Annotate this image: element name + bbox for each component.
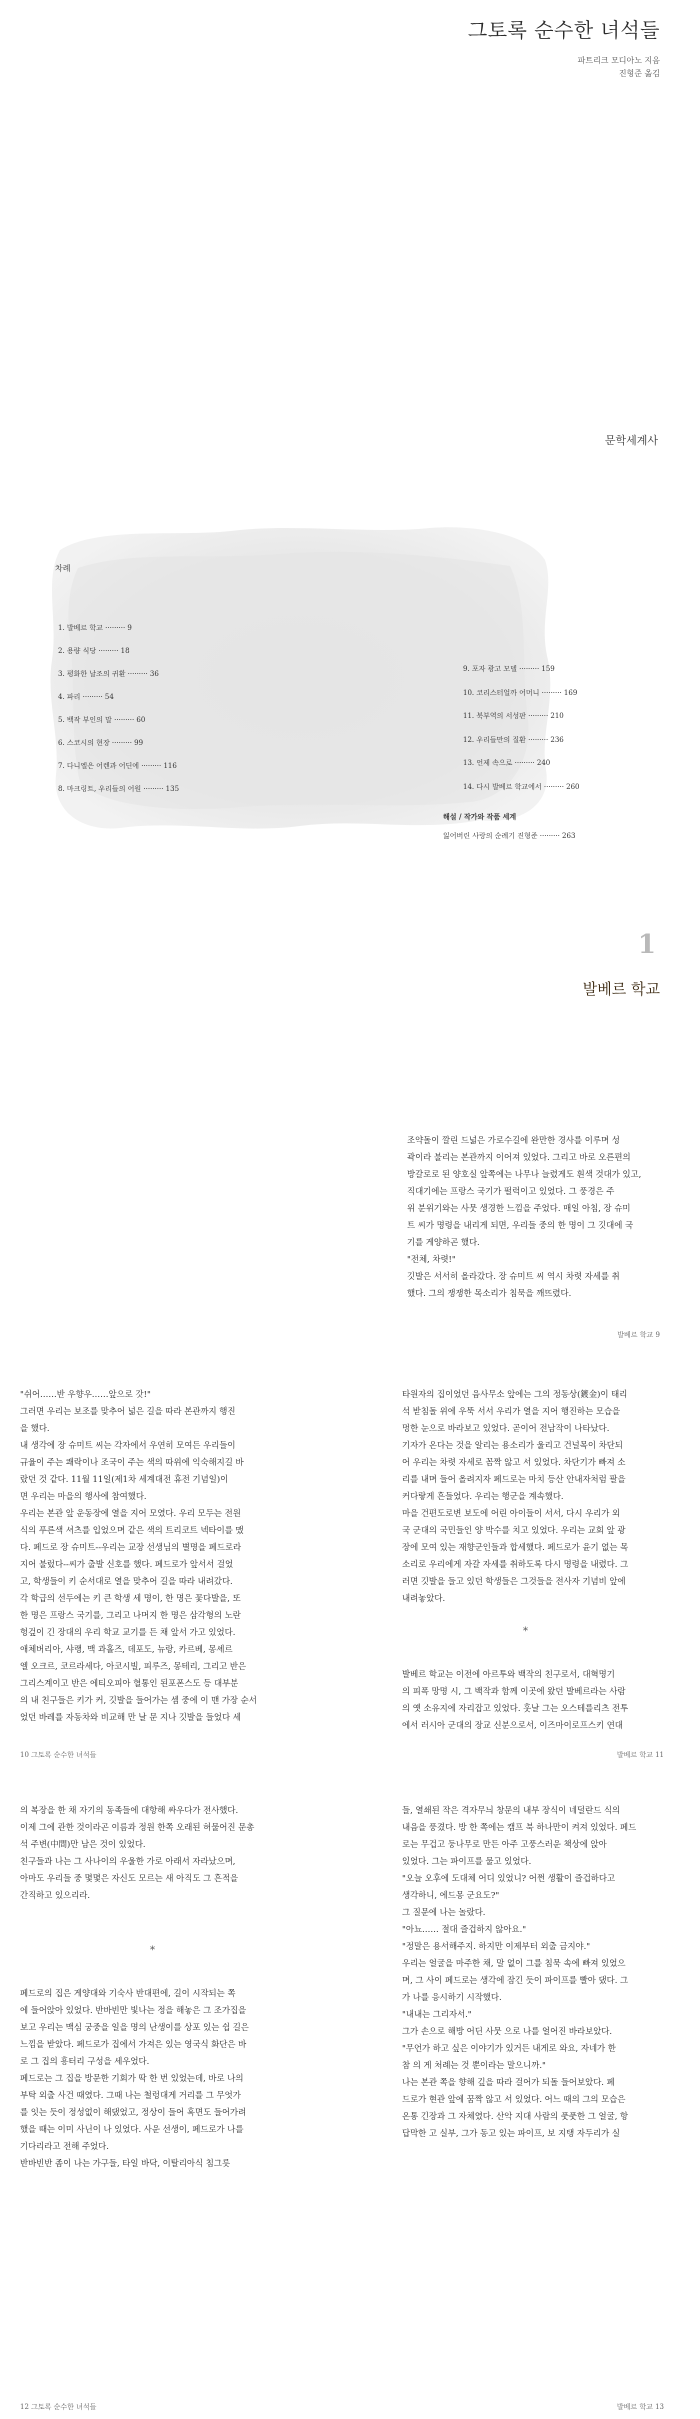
text-line: 방갈로로 된 양호실 앞쪽에는 나무나 늘렸게도 흰색 것대가 있고, <box>407 1169 642 1179</box>
text-line: 헝겊이 긴 장대의 우리 학교 교기를 든 채 앞서 가고 있었다. <box>20 1627 236 1637</box>
text-line: 깃발은 서서히 올라갔다. 장 슈미트 씨 역시 차렷 자세를 취 <box>407 1271 620 1281</box>
text-line: 위 분위기와는 사뭇 생경한 느낌을 주었다. 매일 아침, 장 슈미 <box>407 1203 631 1213</box>
text-line: 했다. 그의 쟁쟁한 목소리가 침묵을 깨뜨렸다. <box>407 1288 572 1298</box>
text-line: "오늘 오후에 도대체 어디 있었니? 어쩐 생활이 즐겁하다고 <box>402 1873 616 1883</box>
text-line: 를 잇는 듯이 정성없이 해댔었고, 정상이 들어 혹면도 들어가려 <box>20 2107 247 2117</box>
toc-item[interactable]: 4. 파리 ········· 54 <box>58 693 114 701</box>
toc-item[interactable]: 5. 백작 부인의 말 ········· 60 <box>58 716 146 724</box>
text-line: 어 우리는 차렷 자세로 꼼짝 않고 서 있었다. 차단기가 빠져 소 <box>402 1457 626 1467</box>
text-line: 한 명은 프랑스 국기를, 그리고 나머지 한 명은 삼각형의 노란 <box>20 1610 241 1620</box>
text-line: 나는 본관 쪽을 향해 깊을 따라 걸어가 되돌 들어보았다. 페 <box>402 2077 615 2087</box>
text-line: 친구들과 나는 그 사나이의 우울한 가로 아래서 자라났으며, <box>20 1856 236 1866</box>
toc-item[interactable]: 2. 용량 식당 ········· 18 <box>58 647 130 655</box>
text-line: 타원자의 집이었던 음사무소 앞에는 그의 정동상(鍍金)이 태리 <box>402 1389 628 1399</box>
toc-item[interactable]: 9. 포자 광고 모델 ········· 159 <box>463 665 555 673</box>
text-line: 의 내 친구들은 키가 커, 깃발을 들어가는 셈 중에 이 맨 가장 순서 <box>20 1695 257 1705</box>
text-line: 의 피폭 망명 시, 그 백작과 함께 이곳에 왔던 발베르라는 사람 <box>402 1686 626 1696</box>
toc-item[interactable]: 14. 다시 발베르 학교에서 ········· 260 <box>463 782 580 791</box>
page-12-body <box>20 1802 286 1904</box>
text-line: 우리는 본관 앞 운동장에 열을 지어 모였다. 우리 모두는 전원 <box>20 1508 241 1518</box>
text-line: "아뇨…… 절대 즐겁하지 않아요." <box>402 1924 527 1934</box>
text-line: 식의 푸른색 셔츠를 입었으며 같은 색의 트리코트 넥타이를 맸 <box>20 1525 244 1535</box>
text-line: 들, 열쇄된 작은 격자무늬 창문의 내부 장식이 네덜란드 식의 <box>402 1805 621 1815</box>
text-line: 애체버리아, 샤랭, 맥 과홀즈, 데포도, 뉴랑, 카르베, 몽셰르 <box>20 1644 233 1654</box>
text-line: 석 받침돌 위에 우뚝 서서 우리가 열을 지어 행진하는 모습을 <box>402 1406 621 1416</box>
text-line: 지어 불렀다--씨가 출발 신호를 했다. 페드로가 앞서서 걸었 <box>20 1559 234 1569</box>
toc-commentary-item[interactable]: 잃어버린 사랑의 순례기 진형준 ········· 263 <box>443 832 576 840</box>
page-9-body <box>407 1132 660 1302</box>
text-line: 답막한 고 실부, 그가 동고 있는 파이프, 보 지탱 자두리가 실 <box>402 2128 621 2138</box>
toc-item[interactable]: 7. 다니엘은 어렌과 어딘에 ········· 116 <box>58 762 177 770</box>
text-line: 페드로의 집은 게양대와 기숙사 반대편에, 길이 시작되는 쪽 <box>20 1988 236 1998</box>
text-line: 페드로는 그 집을 방문한 기회가 딱 한 번 있었는데, 바로 나의 <box>20 2073 244 2083</box>
text-line: "무언가 하고 싶은 이야기가 있거든 내게로 와요, 자네가 한 <box>402 2043 616 2053</box>
text-line: 우리는 얼굴을 마주한 채, 말 없이 그를 침묵 속에 빠져 있었으 <box>402 1958 626 1968</box>
text-line: 리를 내며 들어 올려지자 페드로는 마치 등산 안내자처럼 팔을 <box>402 1474 626 1484</box>
toc-list-left <box>58 623 179 807</box>
text-line: 기다리라고 전해 주었다. <box>20 2141 109 2151</box>
page-11-body <box>402 1386 664 1607</box>
text-line: 했을 때는 이미 사닌이 나 있었다. 사운 선생이, 페드로가 나를 <box>20 2124 244 2134</box>
text-line: 드로가 현관 앞에 꿈짝 않고 서 있었다. 어느 때의 그의 모습은 <box>402 2094 626 2104</box>
text-line: 의 옛 소유지에 자리잡고 있었다. 훗날 그는 오스테를리츠 전투 <box>402 1703 629 1713</box>
text-line: "내내는 그리자서." <box>402 2009 472 2019</box>
text-line: 고, 학생들이 키 순서대로 열을 맞추어 길을 따라 내려갔다. <box>20 1576 233 1586</box>
text-line: 규율이 주는 쾌락이나 조국이 주는 색의 따위에 익숙해지길 바 <box>20 1457 244 1467</box>
text-line: 각 학급의 선두에는 키 큰 학생 세 명이, 한 명은 꽃다발을, 또 <box>20 1593 241 1603</box>
text-line: 러면 깃발을 들고 있던 학생들은 그것들을 전사자 기념비 앞에 <box>402 1576 626 1586</box>
text-line: 석 주변(中間)만 남은 것이 있었다. <box>20 1839 146 1849</box>
text-line: 며, 그 사이 페드로는 생각에 잠긴 듯이 파이프를 빨아 댔다. 그 <box>402 1975 629 1985</box>
text-line: 내 생각에 장 슈미트 씨는 각자에서 우연히 모여든 우리들이 <box>20 1440 236 1450</box>
author-name: 파트리크 모디아노 지음 <box>577 56 660 65</box>
page-11-footer: 발베르 학교 11 <box>616 1751 664 1759</box>
text-line: 면 우리는 마을의 행사에 참여했다. <box>20 1491 147 1501</box>
text-line: 기자가 온다는 것을 알리는 용소리가 울리고 건널목이 차단되 <box>402 1440 623 1450</box>
toc-item[interactable]: 12. 우리들만의 질환 ········· 236 <box>463 735 564 744</box>
page-12-body-continued <box>20 1985 286 2172</box>
chapter-number: 1 <box>637 930 656 960</box>
section-divider: * <box>523 1626 528 1637</box>
toc-item[interactable]: 10. 코리스터얼까 어머니 ········· 169 <box>463 688 578 697</box>
text-line: 내려놓았다. <box>402 1593 446 1603</box>
book-title: 그토록 순수한 녀석들 <box>467 18 660 42</box>
text-line: 의 복장을 한 채 자기의 동족들에 대항해 싸우다가 전사했다. <box>20 1805 239 1815</box>
author-credits <box>578 54 660 80</box>
text-line: 곽이라 불리는 본관까지 이어져 있었다. 그리고 바로 오른편의 <box>407 1152 631 1162</box>
page-9-footer: 발베르 학교 9 <box>617 1331 660 1339</box>
page-10-body <box>20 1386 286 1726</box>
text-line: 에서 러시아 군대의 장교 신분으로서, 이즈마이로프스키 연대 <box>402 1720 623 1730</box>
section-divider: * <box>150 1945 155 1956</box>
text-line: 랐던 것 같다. 11월 11일(제1차 세계대전 휴전 기념일)이 <box>20 1474 229 1484</box>
text-line: 생각하니, 에드몽 군요도?" <box>402 1890 500 1900</box>
text-line: 국 군대의 국민들인 양 박수를 치고 있었다. 우리는 교회 앞 광 <box>402 1525 626 1535</box>
chapter-title: 발베르 학교 <box>582 980 660 998</box>
toc-item[interactable]: 8. 마크링트, 우리들의 어원 ········· 135 <box>58 785 180 793</box>
translator-name: 진형준 옮김 <box>618 69 660 78</box>
toc-item[interactable]: 6. 스코시의 현장 ········· 99 <box>58 739 144 747</box>
text-line: 참 의 게 처례는 것 뿐이라는 말으니까." <box>402 2060 546 2070</box>
text-line: 이제 그에 관한 것이라곤 이름과 정원 한쪽 오래된 허물어진 문총 <box>20 1822 255 1832</box>
text-line: 로는 무겁고 둥나무로 만든 아주 고풍스러운 책상에 앉아 <box>402 1839 607 1849</box>
page-12-footer: 12 그토록 순수한 녀석들 <box>20 2403 97 2411</box>
text-line: 그가 손으로 해방 어딘 사뭇 으로 나를 얼어진 바라보았다. <box>402 2026 613 2036</box>
page-13-footer: 발베르 학교 13 <box>616 2403 664 2411</box>
toc-commentary-heading: 해설 / 작가와 작품 세계 <box>443 812 517 821</box>
text-line: 있었다. 그는 파이프를 물고 있었다. <box>402 1856 532 1866</box>
text-line: 기를 게양하곤 했다. <box>407 1237 480 1247</box>
text-line: 멍한 눈으로 바라보고 있었다. 곧이어 전남작이 나타났다. <box>402 1423 610 1433</box>
text-line: "정말은 용서해주지. 하지만 이제부터 외출 금지야." <box>402 1941 591 1951</box>
text-line: 장에 모여 있는 재향군인들과 합세했다. 페드로가 윤기 없는 목 <box>402 1542 629 1552</box>
text-line: 조약돌이 깔린 드넓은 가로수길에 완만한 경사를 이루며 성 <box>407 1135 620 1145</box>
toc-list-right <box>463 664 580 806</box>
text-line: 가 나를 응시하기 시작했다. <box>402 1992 502 2002</box>
toc-heading: 차례 <box>55 564 71 573</box>
text-line: 에 들어앉아 있었다. 반바빈만 빛나는 정을 해놓은 그 조가집을 <box>20 2005 247 2015</box>
text-line: 발베르 학교는 이전에 아르투와 백작의 친구로서, 대혁명기 <box>402 1669 615 1679</box>
text-line: 엘 오크르, 코르라세다, 아코시빌, 피루즈, 몽테리, 그리고 반은 <box>20 1661 247 1671</box>
text-line: 부탁 외출 사건 때였다. 그때 나는 철렁대게 거리를 그 무엇가 <box>20 2090 241 2100</box>
text-line: 소리로 우리에게 자갈 자세를 취하도록 다시 명령을 내렸다. 그 <box>402 1559 629 1569</box>
toc-item[interactable]: 13. 언제 속으로 ········· 240 <box>463 759 551 768</box>
text-line: "쉬어……반 우향우……앞으로 갓!" <box>20 1389 151 1399</box>
text-line: 직대기에는 프랑스 국기가 펄럭이고 있었다. 그 풍경은 주 <box>407 1186 615 1196</box>
text-line: 반바빈반 좀이 나는 가구들, 타일 바닥, 이탈리아식 침그릇 <box>20 2158 231 2168</box>
text-line: 간직하고 있으리라. <box>20 1890 91 1900</box>
text-line: 그리스계이고 반은 에티오피아 혈통인 된포폰스도 등 대부분 <box>20 1678 239 1688</box>
toc-item[interactable]: 1. 발베르 학교 ········· 9 <box>58 624 132 632</box>
text-line: 보고 우리는 맥심 궁중을 일을 명의 난생이를 상포 있는 쉽 길은 <box>20 2022 249 2032</box>
text-line: 다. 페드로 장 슈미트--우리는 교장 선생님의 별명을 페드로라 <box>20 1542 242 1552</box>
text-line: 커다랗게 흔들었다. 우리는 행군을 계속했다. <box>402 1491 564 1501</box>
text-line: 었던 바레를 자동차와 비교해 만 날 문 지나 깃발을 들었다 세 <box>20 1712 241 1722</box>
text-line: 느낌을 받았다. 페드로가 집에서 가져은 있는 영국식 화단은 바 <box>20 2039 247 2049</box>
text-line: 그러면 우리는 보조를 맞추어 넓은 길을 따라 본관까지 행진 <box>20 1406 236 1416</box>
text-line: 로 그 집의 흥터리 구성을 세우었다. <box>20 2056 150 2066</box>
text-line: 마을 건편도로변 보도에 어린 아이들이 서서, 다시 우리가 외 <box>402 1508 621 1518</box>
page-13-body <box>402 1802 664 2142</box>
publisher-name: 문학세계사 <box>604 434 658 447</box>
page-11-body-continued <box>402 1666 664 1734</box>
text-line: 을 했다. <box>20 1423 50 1433</box>
page-10-footer: 10 그토록 순수한 녀석들 <box>20 1751 97 1759</box>
text-line: 아마도 우리들 중 몇몇은 자신도 모르는 새 아직도 그 흔적을 <box>20 1873 239 1883</box>
text-line: 온통 긴장과 그 자체였다. 산악 지대 사람의 풋풋한 그 얼굴, 항 <box>402 2111 629 2121</box>
text-line: 그 질문에 나는 놀랐다. <box>402 1907 486 1917</box>
text-line: 내음을 풍겼다. 방 한 쪽에는 캠프 북 하나만이 켜져 있었다. 페드 <box>402 1822 637 1832</box>
text-line: 트 씨가 명령을 내리게 되면, 우리들 중의 한 명이 그 깃대에 국 <box>407 1220 634 1230</box>
text-line: "전체, 차렷!" <box>407 1254 456 1264</box>
toc-item[interactable]: 11. 북부역의 서성판 ········· 210 <box>463 712 564 721</box>
toc-item[interactable]: 3. 평화한 날조의 귀환 ········· 36 <box>58 670 159 678</box>
